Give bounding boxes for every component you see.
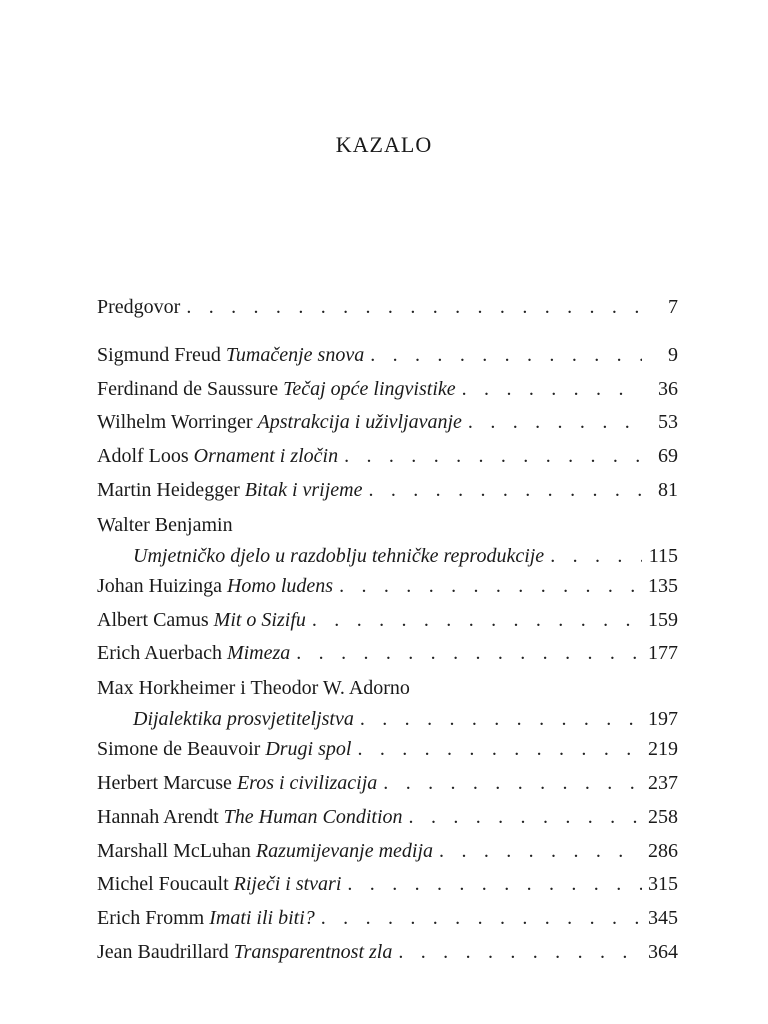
page-title: KAZALO (335, 132, 433, 157)
toc-page-number: 7 (668, 296, 678, 318)
toc-entry (97, 733, 678, 767)
toc-page-number: 69 (658, 445, 678, 468)
dot-leader (383, 767, 642, 801)
toc-entry (97, 705, 678, 733)
toc-page-number: 237 (648, 771, 678, 794)
toc-entry (97, 868, 678, 902)
toc-work-title: Mit o Sizifu (213, 608, 306, 631)
toc-entry (97, 440, 678, 474)
toc-page-number: 315 (648, 873, 678, 896)
dot-leader (550, 542, 642, 570)
toc-work-title: Bitak i vrijeme (244, 478, 363, 501)
toc-work-title: Drugi spol (265, 738, 352, 761)
toc-author: Erich Auerbach (97, 642, 222, 665)
dot-leader (370, 339, 642, 373)
toc-work-title: Umjetničko djelo u razdoblju tehničke reprodukcije (133, 544, 545, 567)
toc-author: Hannah Arendt (97, 805, 219, 828)
toc-work-title: Apstrakcija i uživljavanje (257, 411, 462, 434)
toc-author: Johan Huizinga (97, 574, 222, 597)
dot-leader (344, 440, 642, 474)
toc-entry (97, 637, 678, 671)
dot-leader (339, 570, 642, 604)
toc-work-title: The Human Condition (223, 805, 403, 828)
toc-page-number: 9 (668, 343, 678, 366)
toc-preface-label: Predgovor (97, 296, 181, 318)
toc-work-title: Homo ludens (226, 574, 334, 597)
toc-author: Martin Heidegger (97, 478, 240, 501)
toc-work-title: Tečaj opće lingvistike (283, 377, 456, 400)
toc-work-title: Ornament i zločin (193, 445, 339, 468)
toc-work-title: Transparentnost zla (233, 940, 393, 963)
dot-leader (347, 868, 642, 902)
toc-work-title: Dijalektika prosvjetiteljstva (133, 708, 354, 731)
toc-work-title: Riječi i stvari (233, 873, 342, 896)
toc-author: Max Horkheimer i Theodor W. Adorno (97, 677, 410, 700)
toc-work-title: Eros i civilizacija (236, 771, 378, 794)
table-of-contents (97, 291, 678, 970)
toc-page-number: 345 (648, 907, 678, 930)
toc-page-number: 286 (648, 839, 678, 862)
toc-entry (97, 570, 678, 604)
toc-page-number: 36 (658, 377, 678, 400)
toc-work-title: Tumačenje snova (225, 343, 365, 366)
toc-work-title: Mimeza (226, 642, 291, 665)
toc-entry (97, 339, 678, 373)
dot-leader (468, 406, 642, 440)
toc-author: Walter Benjamin (97, 513, 233, 536)
toc-page-number: 177 (648, 642, 678, 665)
toc-author: Ferdinand de Saussure (97, 377, 279, 400)
toc-author: Albert Camus (97, 608, 209, 631)
toc-page-number: 81 (658, 478, 678, 501)
toc-page-number: 159 (648, 608, 678, 631)
toc-page-number: 197 (648, 708, 678, 731)
dot-leader (368, 474, 642, 508)
dot-leader (186, 291, 642, 325)
dot-leader (462, 373, 642, 407)
dot-leader (321, 902, 642, 936)
dot-leader (360, 705, 642, 733)
toc-entry (97, 604, 678, 638)
toc-entry (97, 835, 678, 869)
toc-author: Jean Baudrillard (97, 940, 229, 963)
dot-leader (296, 637, 642, 671)
toc-entry-preface (97, 291, 678, 325)
toc-page-number: 135 (648, 574, 678, 597)
toc-page-number: 258 (648, 805, 678, 828)
toc-page-number: 219 (648, 738, 678, 761)
toc-entry (97, 406, 678, 440)
dot-leader (312, 604, 642, 638)
toc-entry (97, 902, 678, 936)
toc-author: Marshall McLuhan (97, 839, 251, 862)
toc-author: Sigmund Freud (97, 343, 221, 366)
toc-author: Michel Foucault (97, 873, 229, 896)
toc-page-number: 364 (648, 940, 678, 963)
toc-work-title: Razumijevanje medija (255, 839, 434, 862)
toc-author: Erich Fromm (97, 907, 205, 930)
toc-author: Adolf Loos (97, 445, 189, 468)
toc-page-number: 115 (648, 544, 678, 567)
dot-leader (398, 936, 642, 970)
toc-entry (97, 373, 678, 407)
dot-leader (409, 801, 642, 835)
toc-entry (97, 936, 678, 970)
toc-work-title: Imati ili biti? (209, 907, 315, 930)
toc-entry (97, 767, 678, 801)
toc-page-number: 53 (658, 411, 678, 434)
toc-author: Wilhelm Worringer (97, 411, 253, 434)
toc-entry (97, 474, 678, 508)
toc-author: Herbert Marcuse (97, 771, 232, 794)
toc-entry (97, 801, 678, 835)
dot-leader (357, 733, 642, 767)
toc-entry (97, 542, 678, 570)
toc-author: Simone de Beauvoir (97, 738, 261, 761)
dot-leader (439, 835, 642, 869)
